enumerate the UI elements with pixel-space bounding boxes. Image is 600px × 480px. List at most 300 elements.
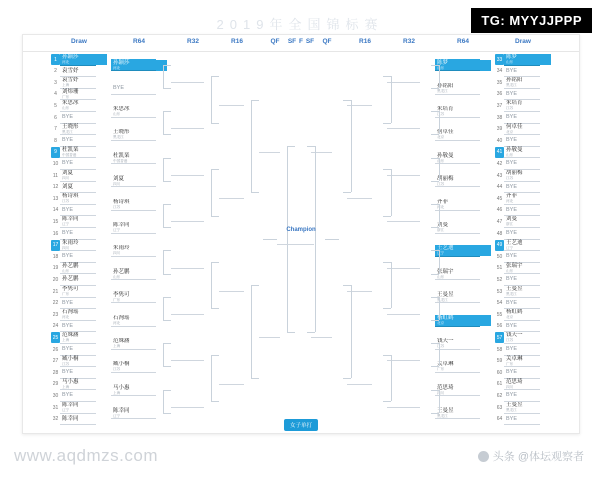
left-r64-slot[interactable] bbox=[111, 384, 167, 397]
left-r16-slot[interactable] bbox=[219, 372, 255, 385]
right-r64-slot[interactable] bbox=[435, 198, 491, 211]
player-name: 王晓彤 bbox=[113, 129, 130, 136]
player-name: 齐菲 bbox=[437, 199, 449, 205]
player-name: 孙敬曼 bbox=[506, 146, 523, 153]
player-name: BYE bbox=[506, 253, 518, 260]
player-affiliation: 河北 bbox=[62, 315, 70, 320]
player-name: 陈梦 bbox=[506, 54, 518, 60]
match-score bbox=[420, 396, 431, 407]
right-r32-slot[interactable] bbox=[387, 210, 431, 223]
match-score bbox=[540, 344, 551, 355]
player-name: 刘夏 bbox=[62, 170, 74, 176]
right-r64-slot[interactable] bbox=[435, 337, 491, 350]
player-name: BYE bbox=[62, 114, 74, 120]
bracket-connector bbox=[431, 297, 439, 298]
left-r64-slot[interactable] bbox=[111, 82, 167, 95]
match-score bbox=[540, 135, 551, 146]
seed-number: 41 bbox=[495, 147, 504, 158]
seed-number: 61 bbox=[496, 381, 503, 388]
player-name: 王曼昱 bbox=[506, 402, 523, 408]
seed-number: 30 bbox=[52, 392, 59, 399]
player-name: BYE bbox=[506, 276, 518, 283]
right-r32-slot[interactable] bbox=[387, 302, 431, 315]
player-name: BYE bbox=[62, 230, 74, 236]
player-name: 王曼昱 bbox=[437, 291, 454, 298]
left-r64-slot[interactable] bbox=[111, 337, 167, 350]
player-affiliation: 江苏 bbox=[506, 176, 514, 180]
player-name: 刘曼 bbox=[437, 222, 449, 229]
player-affiliation: 广东 bbox=[62, 292, 70, 296]
right-r32-slot[interactable] bbox=[387, 117, 431, 130]
right-r64-slot[interactable] bbox=[435, 244, 491, 257]
seed-number: 43 bbox=[496, 172, 503, 179]
match-score bbox=[540, 158, 551, 169]
right-r64-slot[interactable] bbox=[435, 175, 491, 188]
seed-number: 7 bbox=[54, 126, 57, 133]
seed-number: 60 bbox=[496, 369, 503, 376]
match-score bbox=[480, 385, 491, 396]
player-affiliation: 黑龙江 bbox=[437, 413, 448, 418]
bracket-connector bbox=[163, 297, 172, 320]
bracket-connector bbox=[211, 308, 219, 309]
player-name: 范思琦 bbox=[437, 384, 454, 391]
right-sf-slot[interactable] bbox=[277, 233, 307, 246]
bracket-connector bbox=[251, 192, 259, 193]
player-affiliation: 中国香港 bbox=[62, 152, 77, 157]
seed-number: 25 bbox=[51, 332, 60, 343]
player-affiliation: 河北 bbox=[437, 205, 445, 209]
match-score bbox=[480, 153, 491, 164]
bracket-connector bbox=[287, 146, 295, 147]
left-r32-slot[interactable] bbox=[171, 117, 215, 130]
seed-number: 50 bbox=[496, 253, 503, 260]
player-name: 马小惠 bbox=[113, 384, 130, 391]
bracket-connector bbox=[163, 204, 171, 205]
left-r64-slot[interactable] bbox=[111, 360, 167, 373]
match-score bbox=[540, 240, 551, 251]
player-affiliation: 上海 bbox=[62, 83, 70, 88]
player-name: 刘炜珊 bbox=[62, 88, 79, 95]
player-affiliation: 北京 bbox=[437, 321, 445, 325]
left-r32-slot[interactable] bbox=[171, 302, 215, 315]
seed-number: 46 bbox=[496, 207, 503, 214]
player-name: 马小惠 bbox=[62, 378, 79, 385]
player-affiliation: 北京 bbox=[437, 135, 445, 140]
right-r16-slot[interactable] bbox=[347, 279, 383, 292]
match-score bbox=[540, 286, 551, 297]
left-r64-slot[interactable] bbox=[111, 291, 167, 304]
match-score bbox=[420, 118, 431, 129]
toutiao-watermark-label: 头条 @体坛观察者 bbox=[492, 451, 584, 463]
player-cell bbox=[435, 245, 480, 257]
bracket-connector bbox=[383, 76, 392, 122]
player-cell bbox=[111, 129, 156, 141]
match-score bbox=[96, 390, 107, 401]
bracket-connector bbox=[163, 65, 171, 66]
player-name: 王艺迪 bbox=[506, 239, 523, 246]
match-score bbox=[96, 367, 107, 378]
match-score bbox=[96, 240, 107, 251]
seed-number: 64 bbox=[496, 416, 503, 423]
player-name: 范姝涵 bbox=[113, 338, 130, 345]
bracket-connector bbox=[383, 169, 391, 170]
player-name: 孙艺鹏 bbox=[113, 268, 130, 275]
right-r64-slot[interactable] bbox=[435, 221, 491, 234]
player-name: BYE bbox=[506, 90, 518, 97]
player-name: BYE bbox=[506, 114, 518, 120]
left-r32-slot[interactable] bbox=[171, 70, 215, 83]
player-affiliation: 北京 bbox=[506, 315, 514, 320]
match-score bbox=[540, 298, 551, 309]
player-name: 胡丽梅 bbox=[506, 170, 523, 176]
seed-number: 49 bbox=[495, 240, 504, 251]
right-r16-slot[interactable] bbox=[347, 186, 383, 199]
player-name: BYE bbox=[506, 183, 518, 190]
player-affiliation: 浙江 bbox=[506, 222, 514, 227]
left-r64-slot[interactable] bbox=[111, 198, 167, 211]
player-affiliation: 四川 bbox=[113, 251, 121, 256]
left-r64-slot[interactable] bbox=[111, 221, 167, 234]
player-name: 孙颖莎 bbox=[62, 54, 79, 60]
player-affiliation: 辽宁 bbox=[506, 245, 514, 250]
match-score bbox=[540, 251, 551, 262]
left-r64-slot[interactable] bbox=[111, 314, 167, 327]
bracket-connector bbox=[431, 158, 439, 159]
bracket-connector bbox=[211, 123, 219, 124]
player-name: 刘夏 bbox=[113, 175, 125, 182]
player-cell bbox=[111, 315, 156, 327]
player-affiliation: 江苏 bbox=[62, 361, 70, 366]
seed-number: 35 bbox=[496, 79, 503, 86]
match-score bbox=[96, 54, 107, 65]
bracket-connector bbox=[383, 401, 391, 402]
player-name: 杨诗琪 bbox=[62, 193, 79, 200]
match-score bbox=[480, 338, 491, 349]
match-score bbox=[540, 390, 551, 401]
seed-number: 59 bbox=[496, 358, 503, 365]
seed-number: 11 bbox=[52, 172, 59, 179]
player-affiliation: 广东 bbox=[506, 361, 514, 366]
bracket-connector bbox=[163, 390, 172, 413]
player-affiliation: 四川 bbox=[62, 245, 70, 250]
match-score bbox=[96, 89, 107, 100]
bracket-connector bbox=[343, 100, 351, 101]
player-affiliation: 江苏 bbox=[62, 199, 70, 204]
bracket-connector bbox=[251, 100, 260, 193]
seed-number: 31 bbox=[52, 404, 59, 411]
player-name: BYE bbox=[62, 206, 74, 213]
player-cell bbox=[111, 175, 156, 187]
right-r64-slot[interactable] bbox=[435, 268, 491, 281]
bracket-connector bbox=[383, 262, 391, 263]
match-score bbox=[296, 234, 307, 245]
bracket-connector bbox=[431, 390, 439, 391]
player-name: BYE bbox=[62, 160, 74, 167]
left-r16-slot[interactable] bbox=[219, 186, 255, 199]
player-cell bbox=[259, 326, 280, 338]
match-score bbox=[540, 205, 551, 216]
bracket-connector bbox=[343, 192, 351, 193]
player-name: 钱天一 bbox=[506, 332, 523, 339]
right-r32-slot[interactable] bbox=[387, 70, 431, 83]
match-score bbox=[96, 251, 107, 262]
right-r64-slot[interactable] bbox=[435, 82, 491, 95]
seed-number: 4 bbox=[54, 91, 57, 98]
bracket-connector bbox=[431, 250, 439, 251]
match-score bbox=[480, 269, 491, 280]
player-name: 李隽可 bbox=[62, 286, 79, 292]
left-r64-slot[interactable] bbox=[111, 59, 167, 72]
right-r64-slot[interactable] bbox=[435, 384, 491, 397]
seed-number: 55 bbox=[496, 311, 503, 318]
player-name: 张瑞宇 bbox=[437, 268, 454, 275]
player-cell bbox=[111, 268, 156, 280]
player-affiliation: 江苏 bbox=[437, 344, 445, 349]
player-name: 袁雪妤 bbox=[62, 67, 79, 74]
player-cell bbox=[435, 407, 480, 419]
match-score bbox=[96, 402, 107, 413]
left-r32-slot[interactable] bbox=[171, 349, 215, 362]
seed-number: 56 bbox=[496, 323, 503, 330]
seed-number: 62 bbox=[496, 392, 503, 399]
tournament-bracket-board bbox=[22, 34, 580, 434]
bracket-connector bbox=[211, 355, 220, 401]
seed-number: 52 bbox=[496, 276, 503, 283]
player-affiliation: 广东 bbox=[113, 297, 121, 302]
bracket-connector bbox=[251, 285, 259, 286]
player-affiliation: 河北 bbox=[62, 60, 70, 64]
left-draw-slot[interactable] bbox=[51, 413, 107, 426]
bracket-connector bbox=[431, 134, 439, 135]
bracket-connector bbox=[383, 262, 392, 308]
player-name: BYE bbox=[113, 85, 125, 91]
seed-number: 51 bbox=[496, 265, 503, 272]
player-name: BYE bbox=[506, 160, 518, 167]
player-name: 朱雨玲 bbox=[113, 245, 130, 252]
match-score bbox=[96, 379, 107, 390]
player-name: 袁雪妤 bbox=[62, 77, 79, 84]
player-cell bbox=[171, 210, 204, 222]
left-r32-slot[interactable] bbox=[171, 163, 215, 176]
right-r32-slot[interactable] bbox=[387, 163, 431, 176]
player-cell bbox=[435, 59, 480, 71]
left-r16-slot[interactable] bbox=[219, 279, 255, 292]
bracket-connector bbox=[431, 250, 440, 273]
bracket-connector bbox=[251, 378, 259, 379]
match-score bbox=[96, 66, 107, 77]
bracket-connector bbox=[307, 146, 315, 147]
player-name: 刘曼 bbox=[506, 216, 518, 223]
match-score bbox=[372, 280, 383, 291]
seed-number: 13 bbox=[52, 195, 59, 202]
bracket-connector bbox=[431, 181, 439, 182]
right-r64-slot[interactable] bbox=[435, 128, 491, 141]
match-score bbox=[540, 274, 551, 285]
left-r32-slot[interactable] bbox=[171, 395, 215, 408]
player-affiliation: 四川 bbox=[506, 384, 514, 389]
player-cell bbox=[111, 361, 156, 373]
bracket-connector bbox=[287, 332, 295, 333]
match-score bbox=[420, 303, 431, 314]
seed-number: 20 bbox=[52, 276, 59, 283]
seed-number: 53 bbox=[496, 288, 503, 295]
seed-number: 36 bbox=[496, 91, 503, 98]
player-name: 陈幸同 bbox=[62, 415, 79, 422]
right-r64-slot[interactable] bbox=[435, 105, 491, 118]
match-score bbox=[96, 263, 107, 274]
right-r16-slot[interactable] bbox=[347, 372, 383, 385]
match-score bbox=[96, 321, 107, 332]
match-score bbox=[540, 379, 551, 390]
player-affiliation: 山东 bbox=[506, 152, 514, 157]
seed-number: 3 bbox=[54, 79, 57, 86]
player-affiliation: 江苏 bbox=[506, 106, 514, 111]
player-name: 孙铭阳 bbox=[506, 77, 523, 84]
player-cell bbox=[111, 291, 156, 303]
left-r32-slot[interactable] bbox=[171, 210, 215, 223]
player-cell bbox=[435, 384, 480, 396]
right-draw-slot[interactable] bbox=[495, 413, 551, 426]
match-score bbox=[96, 124, 107, 135]
player-cell bbox=[435, 291, 480, 303]
match-score bbox=[540, 402, 551, 413]
player-cell bbox=[435, 268, 480, 280]
left-r64-slot[interactable] bbox=[111, 268, 167, 281]
round-header-7: SF bbox=[287, 38, 297, 45]
left-r32-slot[interactable] bbox=[171, 256, 215, 269]
player-affiliation: 黑龙江 bbox=[506, 292, 517, 296]
match-score bbox=[540, 89, 551, 100]
left-r64-slot[interactable] bbox=[111, 407, 167, 420]
left-r64-slot[interactable] bbox=[111, 175, 167, 188]
player-name: BYE bbox=[62, 299, 74, 306]
bracket-connector bbox=[431, 204, 439, 205]
player-cell bbox=[435, 106, 480, 118]
player-cell bbox=[111, 152, 156, 164]
seed-number: 28 bbox=[52, 369, 59, 376]
player-affiliation: 广东 bbox=[437, 367, 445, 372]
match-score bbox=[96, 147, 107, 158]
player-affiliation: 辽宁 bbox=[113, 228, 121, 233]
player-cell bbox=[111, 106, 156, 118]
bracket-connector bbox=[163, 250, 172, 273]
player-name: 范姝涵 bbox=[62, 332, 79, 339]
bracket-connector bbox=[163, 65, 172, 88]
right-r64-slot[interactable] bbox=[435, 360, 491, 373]
player-cell bbox=[171, 117, 204, 129]
left-r64-slot[interactable] bbox=[111, 128, 167, 141]
bracket-connector bbox=[431, 343, 439, 344]
telegram-watermark-badge: TG: MYYJJPPP bbox=[471, 8, 592, 33]
player-name: 何卓佳 bbox=[437, 129, 454, 136]
player-name: 臧小桐 bbox=[113, 361, 130, 368]
right-r64-slot[interactable] bbox=[435, 291, 491, 304]
seed-number: 14 bbox=[52, 207, 59, 214]
right-r16-slot[interactable] bbox=[347, 94, 383, 107]
player-affiliation: 辽宁 bbox=[62, 408, 70, 412]
player-cell bbox=[171, 257, 204, 269]
bracket-connector bbox=[307, 332, 315, 333]
player-name: 陈幸同 bbox=[62, 216, 79, 223]
player-cell bbox=[435, 338, 480, 350]
seed-number: 9 bbox=[51, 147, 60, 158]
player-cell bbox=[435, 361, 480, 373]
player-name: 臧小桐 bbox=[62, 355, 79, 362]
round-header-6: F bbox=[299, 38, 303, 45]
match-score bbox=[540, 193, 551, 204]
bracket-connector bbox=[343, 285, 351, 286]
bracket-connector bbox=[343, 100, 352, 193]
player-cell bbox=[171, 71, 204, 83]
seed-number: 32 bbox=[52, 416, 59, 423]
bracket-connector bbox=[163, 274, 171, 275]
left-r64-slot[interactable] bbox=[111, 105, 167, 118]
toutiao-avatar-icon bbox=[478, 451, 489, 462]
match-score bbox=[96, 100, 107, 111]
right-r32-slot[interactable] bbox=[387, 256, 431, 269]
bracket-connector bbox=[163, 134, 171, 135]
player-name: BYE bbox=[62, 137, 74, 144]
left-r64-slot[interactable] bbox=[111, 152, 167, 165]
player-cell bbox=[435, 175, 480, 187]
match-score bbox=[480, 60, 491, 71]
left-r16-slot[interactable] bbox=[219, 94, 255, 107]
seed-number: 17 bbox=[51, 240, 60, 251]
player-name: 石洵瑶 bbox=[113, 315, 130, 321]
round-header-1: R64 bbox=[133, 38, 145, 45]
bracket-connector bbox=[163, 250, 171, 251]
right-r32-slot[interactable] bbox=[387, 395, 431, 408]
bracket-connector bbox=[211, 169, 220, 215]
round-header-3: R16 bbox=[231, 38, 243, 45]
player-affiliation: 江苏 bbox=[113, 205, 121, 209]
bracket-connector bbox=[211, 216, 219, 217]
right-r64-slot[interactable] bbox=[435, 314, 491, 327]
player-name: 杨虹鹤 bbox=[437, 315, 454, 321]
player-cell bbox=[171, 396, 204, 408]
bracket-connector bbox=[163, 158, 171, 159]
seed-number: 23 bbox=[52, 311, 59, 318]
bracket-connector bbox=[383, 169, 392, 215]
match-score bbox=[540, 263, 551, 274]
match-score bbox=[480, 361, 491, 372]
player-cell bbox=[171, 349, 204, 361]
right-r64-slot[interactable] bbox=[435, 152, 491, 165]
match-score bbox=[96, 228, 107, 239]
player-affiliation: 江苏 bbox=[113, 367, 121, 372]
player-affiliation: 浙江 bbox=[437, 228, 445, 233]
right-r64-slot[interactable] bbox=[435, 407, 491, 420]
player-affiliation: 山东 bbox=[62, 106, 70, 111]
right-r64-slot[interactable] bbox=[435, 59, 491, 72]
left-r64-slot[interactable] bbox=[111, 244, 167, 257]
bracket-connector bbox=[431, 65, 440, 88]
player-affiliation: 山东 bbox=[506, 268, 514, 273]
bracket-connector bbox=[163, 320, 171, 321]
player-affiliation: 辽宁 bbox=[62, 222, 70, 227]
match-score bbox=[540, 414, 551, 425]
toutiao-watermark bbox=[478, 448, 584, 464]
player-affiliation: 山东 bbox=[437, 65, 445, 70]
right-r32-slot[interactable] bbox=[387, 349, 431, 362]
seed-number: 38 bbox=[496, 114, 503, 121]
player-affiliation: 四川 bbox=[62, 176, 70, 180]
match-score bbox=[540, 100, 551, 111]
bracket-connector bbox=[163, 181, 171, 182]
bracket-connector bbox=[163, 297, 171, 298]
player-name: BYE bbox=[506, 392, 518, 399]
player-affiliation: 河北 bbox=[113, 321, 121, 325]
